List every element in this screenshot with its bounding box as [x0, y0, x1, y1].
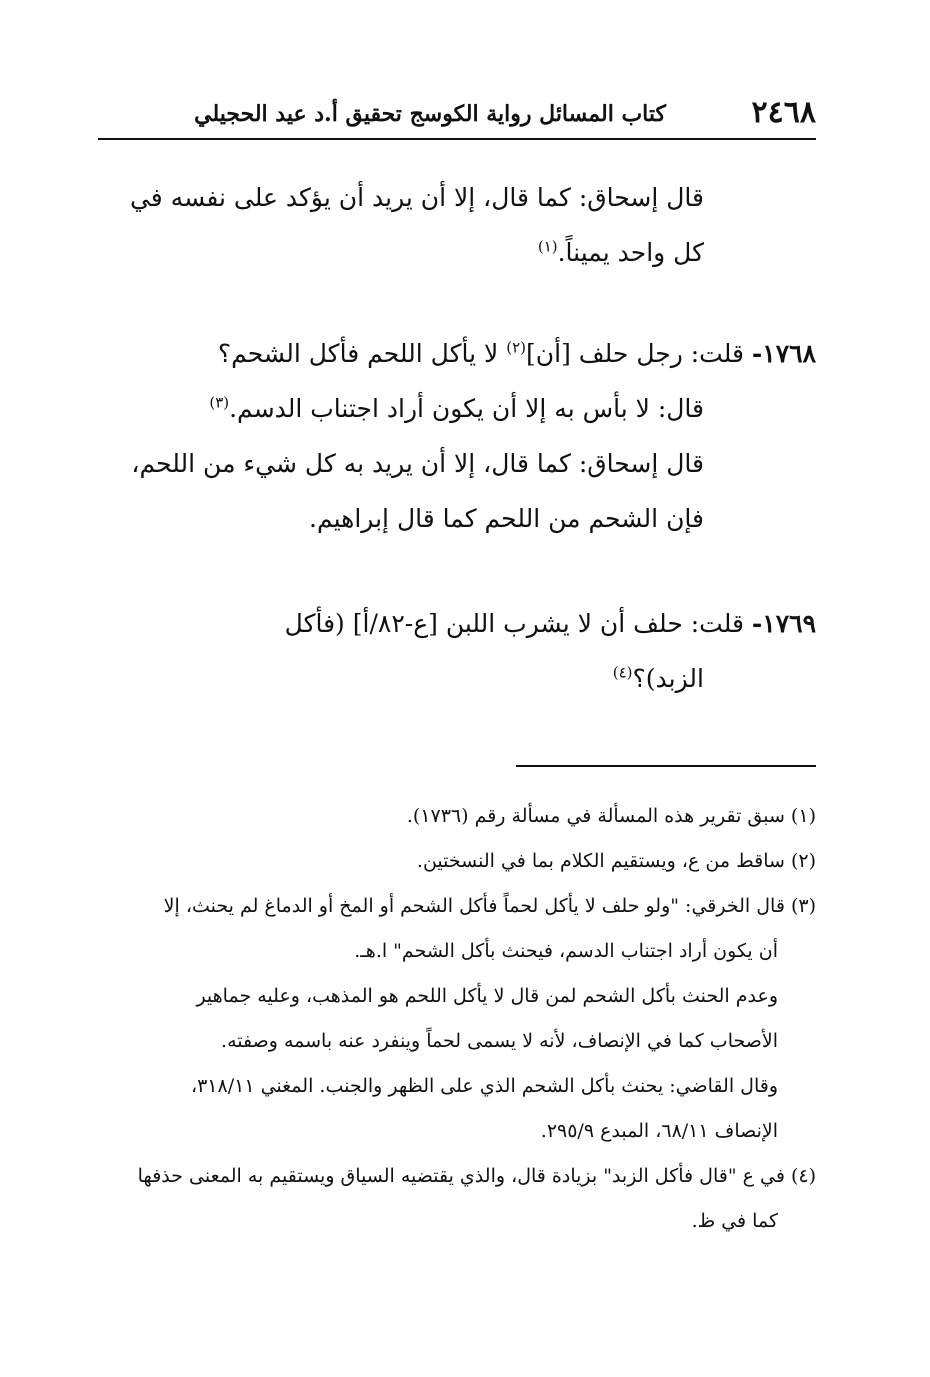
ishaq-1768-line-2: فإن الشحم من اللحم كما قال إبراهيم.: [309, 504, 704, 533]
running-header: [98, 92, 816, 140]
footnote-ref-3[interactable]: (٣): [209, 393, 230, 412]
footnote-ref-2[interactable]: (٢): [506, 338, 527, 357]
footnote-2: (٢) ساقط من ع، ويستقيم الكلام بما في النسختين.: [416, 850, 816, 872]
masala-number-1768: ١٧٦٨-: [751, 339, 816, 368]
footnote-3-line-6: الإنصاف ٦٨/١١، المبدع ٢٩٥/٩.: [540, 1120, 778, 1142]
page-number: ٢٤٦٨: [751, 95, 816, 130]
footnotes: [98, 794, 816, 1244]
question-1769-text: قلت: حلف أن لا يشرب اللبن [ع-٨٢/أ] (فأكل: [284, 609, 744, 638]
footnote-3-line-1: (٣) قال الخرقي: "ولو حلف لا يأكل لحماً فأكل الشحم أو المخ أو الدماغ لم يحنث، إلا: [163, 895, 816, 917]
intro-line-2: [98, 225, 816, 280]
footnote-4-line-1: (٤) في ع "قال فأكل الزبد" بزيادة قال، والذي يقتضيه السياق ويستقيم به المعنى حذفها: [137, 1165, 816, 1187]
question-1769-line-2-text: الزبد)؟: [632, 664, 704, 693]
footnote-3-line-2: أن يكون أراد اجتناب الدسم، فيحنث بأكل الشحم" ا.هـ.: [354, 940, 778, 962]
question-1769-line-2: [98, 651, 816, 706]
footnote-1: (١) سبق تقرير هذه المسألة في مسألة رقم (١٧٣٦).: [406, 805, 816, 827]
footnote-3-line-5: وقال القاضي: يحنث بأكل الشحم الذي على الظهر والجنب. المغني ٣١٨/١١،: [190, 1075, 778, 1097]
answer-1768: [98, 381, 816, 436]
question-1768-part1: قلت: رجل حلف [أن]: [526, 339, 744, 368]
footnote-3-line-3: وعدم الحنث بأكل الشحم لمن قال لا يأكل اللحم هو المذهب، وعليه جماهير: [196, 985, 778, 1007]
masala-1769: [98, 596, 816, 706]
ishaq-1768-line-1: قال إسحاق: كما قال، إلا أن يريد به كل شيء من اللحم،: [131, 449, 704, 478]
question-1769-line-1: [98, 596, 816, 651]
footnote-ref-1[interactable]: (١): [537, 237, 558, 256]
footnote-separator: [516, 765, 816, 767]
question-1768: [98, 326, 816, 381]
question-1768-part2: لا يأكل اللحم فأكل الشحم؟: [217, 339, 499, 368]
answer-1768-text: قال: لا بأس به إلا أن يكون أراد اجتناب الدسم.: [229, 394, 704, 423]
footnote-4-line-2: كما في ظ.: [691, 1210, 778, 1232]
footnote-ref-4[interactable]: (٤): [612, 663, 633, 682]
masala-1768: [98, 326, 816, 546]
masala-number-1769: ١٧٦٩-: [751, 609, 816, 638]
intro-line-2-text: كل واحد يميناً.: [557, 238, 704, 267]
intro-paragraph: [98, 170, 816, 280]
intro-line-1: قال إسحاق: كما قال، إلا أن يريد أن يؤكد على نفسه في: [129, 183, 704, 212]
footnote-3-line-4: الأصحاب كما في الإنصاف، لأنه لا يسمى لحماً وينفرد عنه باسمه وصفته.: [221, 1030, 778, 1052]
running-title: كتاب المسائل رواية الكوسج تحقيق أ.د عيد الحجيلي: [194, 101, 666, 127]
